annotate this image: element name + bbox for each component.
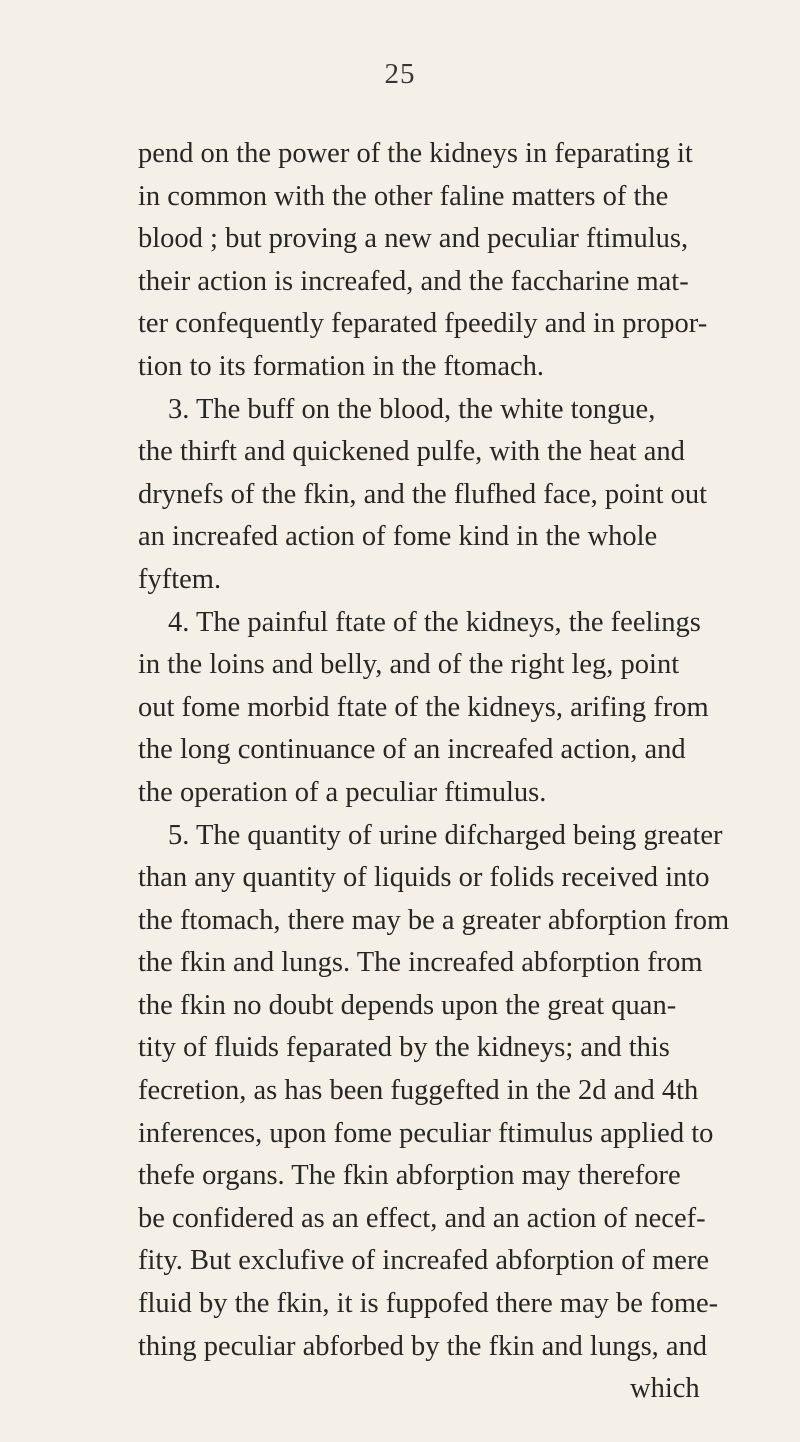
paragraph-3-start: 3. The buff on the blood, the white tongue, — [168, 393, 656, 425]
text-line: in common with the other faline matters of the — [138, 180, 669, 212]
text-line: an increafed action of fome kind in the whole — [138, 521, 658, 553]
text-line: fecretion, as has been fuggefted in the 2d and 4th — [138, 1075, 699, 1107]
text-line: their action is increafed, and the faccharine mat- — [138, 265, 689, 297]
text-line: pend on the power of the kidneys in feparating it — [138, 138, 693, 169]
text-line: the fkin no doubt depends upon the great quan- — [138, 989, 677, 1021]
text-line: the fkin and lungs. The increafed abforption from — [138, 947, 703, 979]
text-line: thefe organs. The fkin abforption may therefore — [138, 1160, 681, 1192]
text-line: be confidered as an effect, and an action of necef- — [138, 1202, 706, 1234]
text-line: tion to its formation in the ftomach. — [138, 350, 545, 382]
text-line: blood ; but proving a new and peculiar ftimulus, — [138, 223, 689, 255]
text-line: the ftomach, there may be a greater abforption from — [138, 904, 730, 936]
text-line: fyftem. — [138, 563, 222, 595]
text-line: fity. But exclufive of increafed abforption of mere — [138, 1245, 710, 1277]
paragraph-4-start: 4. The painful ftate of the kidneys, the feelings — [168, 606, 701, 638]
text-line: out fome morbid ftate of the kidneys, arifing from — [138, 691, 709, 723]
text-line: the thirft and quickened pulfe, with the heat and — [138, 436, 685, 468]
paragraph-5-start: 5. The quantity of urine difcharged being greater — [168, 819, 723, 851]
text-line: drynefs of the fkin, and the flufhed face, point out — [138, 478, 708, 510]
body-text — [138, 133, 778, 1411]
text-line: ter confequently feparated fpeedily and in propor- — [138, 308, 708, 340]
text-line: inferences, upon fome peculiar ftimulus applied to — [138, 1117, 714, 1149]
text-line: than any quantity of liquids or folids received into — [138, 862, 710, 894]
text-line: thing peculiar abforbed by the fkin and lungs, and — [138, 1330, 708, 1362]
text-line: tity of fluids feparated by the kidneys; and this — [138, 1032, 670, 1064]
catchword: which — [630, 1373, 700, 1405]
text-line: in the loins and belly, and of the right leg, point — [138, 649, 680, 681]
text-line: fluid by the fkin, it is fuppofed there may be fome- — [138, 1288, 719, 1320]
page-number: 25 — [384, 58, 416, 90]
text-line: the operation of a peculiar ftimulus. — [138, 776, 547, 808]
text-line: the long continuance of an increafed action, and — [138, 734, 686, 766]
